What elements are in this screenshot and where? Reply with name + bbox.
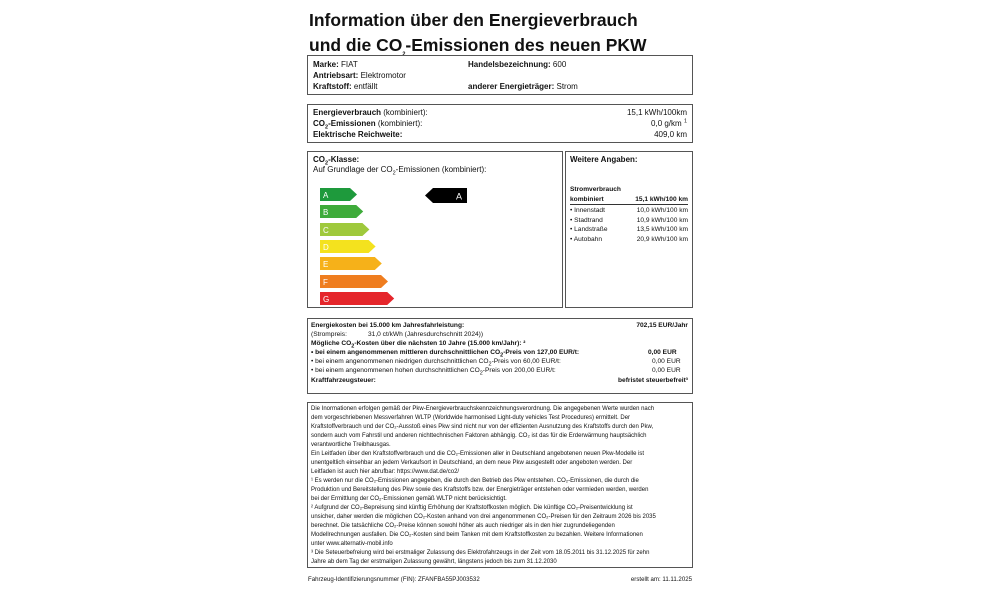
info-line: Ein Leitfaden über den Kraftstoffverbrauch und die CO₂-Emissionen aller in Deutschland angebotenen neuen Pkw-Modelle ist xyxy=(311,451,645,457)
class-bar-label: E xyxy=(323,260,329,270)
low-value: 0,00 EUR xyxy=(652,358,681,365)
weitere-item-value: 13,5 kWh/100 km xyxy=(636,226,688,234)
date-footer: erstellt am: 11.11.2025 xyxy=(630,576,692,583)
co2class-title-sub: 2 xyxy=(325,160,329,167)
consumption-box xyxy=(307,104,693,143)
low-sub: 2 xyxy=(488,361,492,368)
kraftstoff-label: Kraftstoff: xyxy=(313,82,352,91)
mid-sub: 2 xyxy=(500,352,504,359)
class-bar-a xyxy=(320,188,358,201)
fin-footer: Fahrzeug-Identifizierungsnummer (FIN): ZFANFBA55PJ003532 xyxy=(308,576,480,583)
kombiniert-value: 15,1 kWh/100 km xyxy=(635,196,688,203)
range-value: 409,0 km xyxy=(654,130,687,139)
weitere-item-value: 10,9 kWh/100 km xyxy=(636,216,688,224)
marke-label: Marke: xyxy=(313,60,339,69)
vehicle-info-box xyxy=(307,55,693,95)
mid-value: 0,00 EUR xyxy=(648,349,677,356)
energy-value: 15,1 kWh/100km xyxy=(626,108,687,117)
tax-label: Kraftfahrzeugsteuer: xyxy=(311,377,376,384)
info-line: ² Aufgrund der CO₂-Bepreisung sind künftig Erhöhung der Kraftstoffkosten möglich. Die künftige CO₂-Preisentwicklung ist xyxy=(311,505,633,511)
info-line: Jahre ab dem Tag der erstmaligen Zulassung gewährt, längstens jedoch bis zum 31.12.2030 xyxy=(311,559,557,565)
info-line: Leitfaden ist auch hier abrufbar: https://www.dat.de/co2/ xyxy=(311,469,460,475)
info-line: ¹ Es werden nur die CO₂-Emissionen angegeben, die durch den Betrieb des Pkw entstehen. CO₂-Emissionen, die durch die xyxy=(311,478,639,484)
co2-label-post: -Emissionen xyxy=(328,119,376,128)
tax-value: befristet steuerbefreit³ xyxy=(618,377,688,384)
info-line: ³ Die Seteuerbefreiung wird bei erstmaliger Zulassung des Elektrofahrzeugs in der Zeit vom 18.05.2011 bis 31.12.2025 für zehn xyxy=(311,550,650,556)
weitere-title: Weitere Angaben: xyxy=(570,155,638,164)
info-line: unentgeltlich einsehbar an jedem Verkaufsort in Deutschland, an dem neue Pkw ausgestellt oder angeboten werden. Der xyxy=(311,460,633,466)
antrieb-label: Antriebsart: xyxy=(313,71,359,80)
weitere-item-label: • Innenstadt xyxy=(570,207,605,214)
co2-value: 0,0 g/km xyxy=(651,119,682,128)
low-post: -Preis von 60,00 EUR/t: xyxy=(491,358,561,365)
title-line2-post: -Emissionen des neuen PKW xyxy=(405,35,647,55)
possible-pre: Mögliche CO xyxy=(311,340,352,347)
class-bar-label: C xyxy=(323,225,329,235)
possible-post: -Kosten über die nächsten 10 Jahre (15.000 km/Jahr): ² xyxy=(354,340,526,347)
info-line: unsicher, daher werden die möglichen CO₂-Kosten anhand von drei angenommenen CO₂-Preisen für den Zeitraum 2026 bis 2035 xyxy=(311,514,656,520)
info-line: sondern auch vom Fahrstil und anderen nichttechnischen Faktoren abhängig. CO₂ ist das für die Erderwärmung hauptsächlich xyxy=(311,433,647,439)
info-line: Produktion und Bereitstellung des Pkw sowie des Kraftstoffs bzw. der Energieträger entstehen oder vermieden werden, werden xyxy=(311,487,649,493)
title-line2-sub: 2 xyxy=(402,51,406,58)
high-value: 0,00 EUR xyxy=(652,367,681,374)
co2class-subtitle-sub: 2 xyxy=(392,170,396,177)
costs-box xyxy=(307,318,693,394)
strompreis-value: 31,0 ct/kWh (Jahresdurchschnitt 2024)) xyxy=(368,331,484,338)
costs-energy-value: 702,15 EUR/Jahr xyxy=(636,322,688,329)
weitere-item-label: • Stadtrand xyxy=(570,216,603,224)
co2class-title-post: -Klasse: xyxy=(328,155,360,164)
strom-title: Stromverbrauch xyxy=(570,186,621,193)
info-line: Kraftstoffverbrauch und der CO₂-Ausstoß eines Pkw sind nicht nur von der effizienten Ausnutzung des Kraftstoffs durch den Pkw, xyxy=(311,424,654,430)
info-line: Modellrechnungen ausfallen. Die CO₂-Kosten sind beim Tanken mit dem Kraftstoffkosten zu bezahlen. Weitere Informationen xyxy=(311,532,643,538)
weitere-item-label: • Landstraße xyxy=(570,226,608,234)
energy-label: Energieverbrauch xyxy=(313,108,382,117)
range-label: Elektrische Reichweite: xyxy=(313,130,403,139)
current-class-label: A xyxy=(456,191,463,202)
info-line: berechnet. Die tatsächliche CO₂-Preise können sowohl höher als auch niedriger als in den hier zugrundeliegenden xyxy=(311,523,615,529)
energy-note: (kombiniert): xyxy=(383,108,428,117)
weitere-box xyxy=(565,151,693,308)
info-line: unter www.alternativ-mobil.info xyxy=(311,541,393,547)
info-lines xyxy=(311,405,691,567)
class-bar-label: G xyxy=(323,294,330,304)
class-bar-b xyxy=(320,205,364,218)
current-class-arrow xyxy=(425,188,467,203)
co2-label-pre: CO xyxy=(313,119,325,128)
weitere-item-label: • Autobahn xyxy=(570,235,603,243)
low-pre: • bei einem angenommenen niedrigen durchschnittlichen CO xyxy=(311,358,489,365)
class-bar-label: B xyxy=(323,208,329,218)
co2-label-sub: 2 xyxy=(325,124,329,131)
info-text-box xyxy=(307,402,693,568)
co2class-title-pre: CO xyxy=(313,155,325,164)
marke-value: FIAT xyxy=(341,60,358,69)
handel-label: Handelsbezeichnung: xyxy=(468,60,551,69)
co2-class-box xyxy=(307,151,563,308)
high-post: -Preis von 200,00 EUR/t: xyxy=(482,367,556,374)
co2class-subtitle-pre: Auf Grundlage der CO xyxy=(313,165,393,174)
energy-label-page xyxy=(307,0,693,600)
class-bar-label: D xyxy=(323,242,329,252)
mid-pre: • bei einem angenommenen mittleren durchschnittlichen CO xyxy=(311,349,501,356)
class-bar-e xyxy=(320,257,383,270)
class-bar-label: F xyxy=(323,277,328,287)
mid-post: -Preis von 127,00 EUR/t: xyxy=(503,349,580,356)
possible-sub: 2 xyxy=(351,343,355,350)
anderer-value: Strom xyxy=(556,82,578,91)
co2class-subtitle-post: -Emissionen (kombiniert): xyxy=(395,165,487,174)
co2-sup: 1 xyxy=(683,118,687,125)
high-sub: 2 xyxy=(479,370,483,377)
info-line: Die Inormationen erfolgen gemäß der Pkw-Energieverbrauchskennzeichnungsverordnung. Die angegebenen Werte wurden nach xyxy=(311,406,655,412)
high-pre: • bei einem angenommenen hohen durchschnittlichen CO xyxy=(311,367,480,374)
class-bar-label: A xyxy=(323,191,329,200)
page-title xyxy=(309,8,689,58)
class-bar-g xyxy=(320,292,395,305)
title-line2-pre: und die CO xyxy=(309,35,403,55)
costs-energy-label: Energiekosten bei 15.000 km Jahresfahrleistung: xyxy=(311,322,465,329)
info-line: verantwortliche Treibhausgas. xyxy=(311,442,391,448)
class-bar-d xyxy=(320,240,377,253)
class-bar-f xyxy=(320,275,389,288)
title-line1: Information über den Energieverbrauch xyxy=(309,10,638,30)
antrieb-value: Elektromotor xyxy=(360,71,406,80)
anderer-label: anderer Energieträger: xyxy=(468,82,555,91)
info-line: bei der Ermittlung der CO₂-Emissionen gemäß WLTP nicht berücksichtigt. xyxy=(311,496,507,502)
info-line: dem vorgeschriebenen Messverfahren WLTP (Worldwide harmonised Light-duty vehicles Test Procedures) ermittelt. Der xyxy=(311,415,631,421)
weitere-item-value: 20,9 kWh/100 km xyxy=(636,235,688,243)
kombiniert-label: kombiniert xyxy=(570,196,604,203)
weitere-item-value: 10,0 kWh/100 km xyxy=(636,207,688,214)
handel-value: 600 xyxy=(552,60,567,69)
kraftstoff-value: entfällt xyxy=(353,82,378,91)
co2-note: (kombiniert): xyxy=(377,119,423,128)
strompreis-label: (Strompreis: xyxy=(311,331,347,338)
kombiniert-underline xyxy=(570,204,688,205)
class-bar-c xyxy=(320,223,370,236)
